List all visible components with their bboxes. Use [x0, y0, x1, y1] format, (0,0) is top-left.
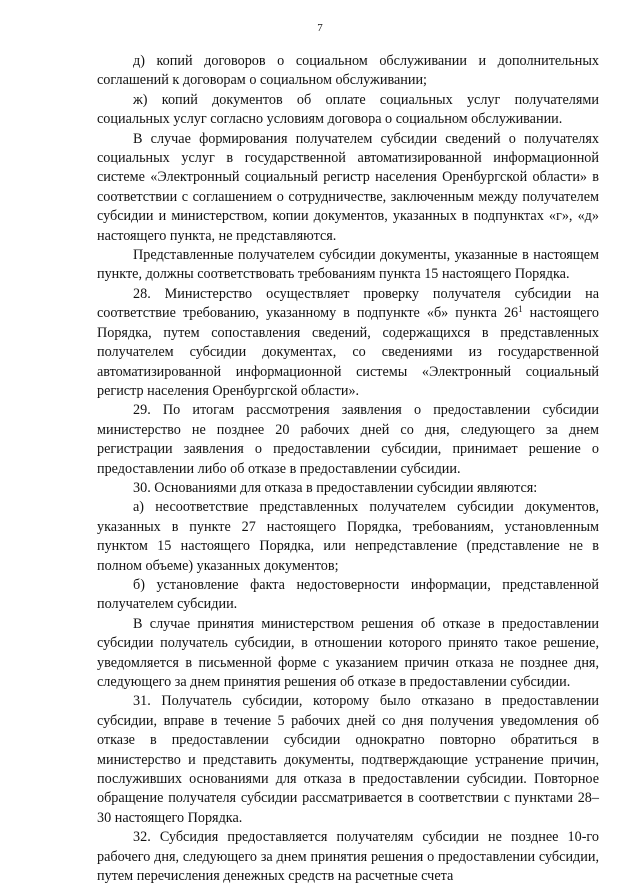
paragraph-refusal-notice: В случае принятия министерством решения об отказе в предоставлении субсидии получатель субсидии, в отношении которого принято такое решение, уведомляется в письменной форме с указанием причин отказа не позднее дня, следующего за днем принятия решения об отказе в предоставлении субсидии. — [97, 615, 599, 690]
paragraph-register-case: В случае формирования получателем субсидии сведений о получателях социальных услуг в государственной автоматизированной информационной системе «Электронный социальный регистр населения Оренбургской области» в соответствии с соглашением о сотрудничестве, заключенным между получателем субсидии и министерством, копии документов, указанных в подпунктах «г», «д» настоящего пункта, не представляются. — [97, 130, 599, 244]
document-body — [97, 52, 599, 886]
clause-28-text-before: 28. Министерство осуществляет проверку получателя субсидии на соответствие требованию, указанному в подпункте «б» пункта 26 — [97, 285, 599, 322]
clause-28-text-after: настоящего Порядка, путем сопоставления сведений, содержащихся в представленных получателем субсидии документах, со сведениями из государственной автоматизированной информационной системы «Электронный социальный регистр населения Оренбургской области». — [97, 305, 599, 399]
paragraph-documents-requirements: Представленные получателем субсидии документы, указанные в настоящем пункте, должны соответствовать требованиям пункта 15 настоящего Порядка. — [97, 247, 599, 283]
paragraph-item-d: д) копий договоров о социальном обслуживании и дополнительных соглашений к договорам о социальном обслуживании; — [97, 53, 599, 89]
paragraph-clause-28 — [97, 285, 599, 401]
paragraph-item-a: а) несоответствие представленных получателем субсидии документов, указанных в пункте 27 настоящего Порядка, требованиям, установленным пунктом 15 настоящего Порядка, или непредставление (представление не в полном объеме) указанных документов; — [97, 499, 599, 574]
clause-28-superscript: 1 — [518, 304, 523, 315]
page-number: 7 — [317, 22, 323, 34]
paragraph-clause-31: 31. Получатель субсидии, которому было отказано в предоставлении субсидии, вправе в течение 5 рабочих дней со дня получения уведомления об отказе в предоставлении субсидии однократно повторно обратиться в министерство и представить документы, подтверждающие устранение причин, послуживших основаниями для отказа в предоставлении субсидии. Повторное обращение получателя субсидии рассматривается в соответствии с пунктами 28–30 настоящего Порядка. — [97, 693, 599, 826]
paragraph-clause-29: 29. По итогам рассмотрения заявления о предоставлении субсидии министерство не позднее 20 рабочих дней со дня, следующего за днем регистрации заявления о предоставлении субсидии, принимает решение о предоставлении либо об отказе в предоставлении субсидии. — [97, 402, 599, 477]
paragraph-item-b: б) установление факта недостоверности информации, представленной получателем субсидии. — [97, 576, 599, 613]
paragraph-clause-30: 30. Основаниями для отказа в предоставлении субсидии являются: — [133, 479, 538, 496]
paragraph-item-zh: ж) копий документов об оплате социальных услуг получателями социальных услуг согласно условиям договора о социальном обслуживании. — [97, 91, 599, 128]
paragraph-clause-32: 32. Субсидия предоставляется получателям субсидии не позднее 10-го рабочего дня, следующего за днем принятия решения о предоставлении субсидии, путем перечисления денежных средств на расчетные счета — [97, 829, 599, 885]
